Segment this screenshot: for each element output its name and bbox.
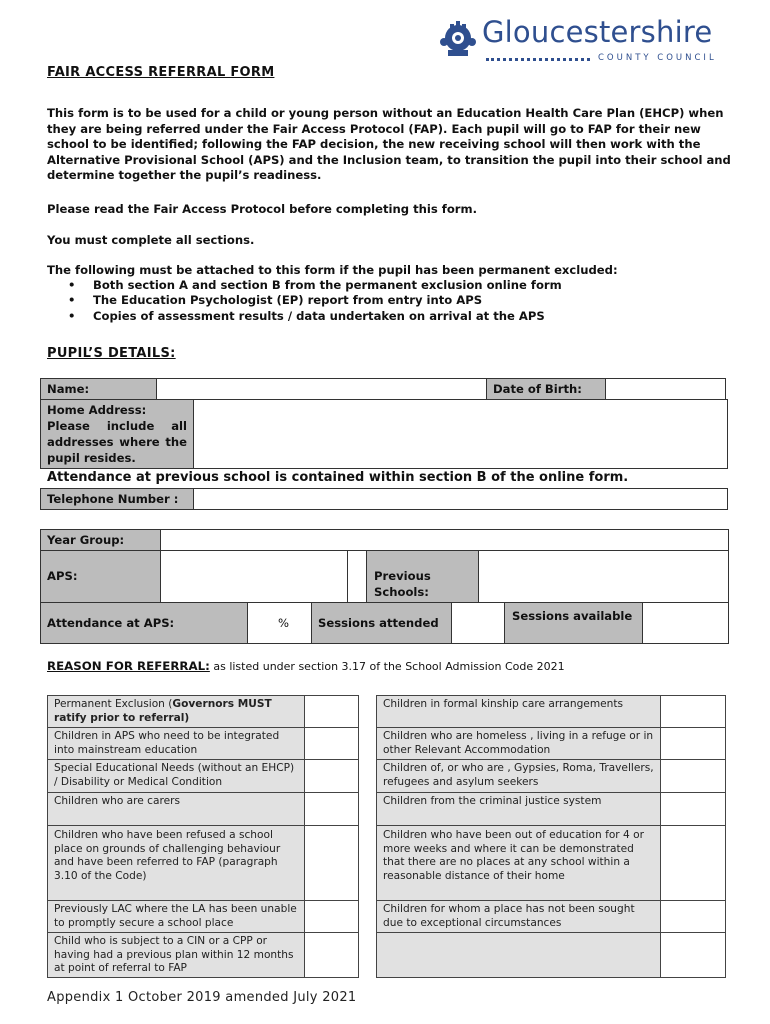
- reason-left-5: Children who have been refused a school place on grounds of challenging behaviour and have been referred to FAP (paragraph 3.10 of the Code): [47, 825, 305, 901]
- dob-label: Date of Birth:: [486, 378, 606, 400]
- logo-name: Gloucestershire: [482, 15, 713, 49]
- crest-icon: [436, 18, 480, 62]
- logo-subtitle: COUNTY COUNCIL: [598, 53, 717, 63]
- sessions-attended-input[interactable]: [451, 602, 505, 644]
- reason-left-6: Previously LAC where the LA has been unable to promptly secure a school place: [47, 900, 305, 933]
- reason-title: REASON FOR REFERRAL:: [47, 659, 210, 673]
- aps-label: APS:: [40, 550, 161, 603]
- home-address-hint: Please include all addresses where the pupil resides.: [47, 419, 187, 465]
- pupil-details-heading: PUPIL’S DETAILS:: [47, 346, 176, 361]
- reason-right-5: Children who have been out of education for 4 or more weeks and where it can be demonstrated that there are no places at any school within a reasonable distance of their home: [376, 825, 661, 901]
- attachments-list: [66, 278, 562, 324]
- reason-right-3: Children of, or who are , Gypsies, Roma, Travellers, refugees and asylum seekers: [376, 759, 661, 793]
- reason-checkbox[interactable]: [304, 900, 359, 933]
- council-logo: [436, 15, 728, 68]
- sessions-available-label: Sessions available: [504, 602, 643, 644]
- reason-checkbox[interactable]: [304, 932, 359, 978]
- reason-checkbox[interactable]: [660, 932, 726, 978]
- reason-right-6: Children for whom a place has not been sought due to exceptional circumstances: [376, 900, 661, 933]
- previous-schools-label: Previous Schools:: [366, 550, 479, 603]
- attachment-item: • Copies of assessment results / data undertaken on arrival at the APS: [66, 309, 562, 324]
- previous-schools-input[interactable]: [478, 550, 729, 603]
- reason-right-7: [376, 932, 661, 978]
- footer-text: Appendix 1 October 2019 amended July 2021: [47, 990, 357, 1005]
- aps-input[interactable]: [160, 550, 348, 603]
- reason-checkbox[interactable]: [660, 900, 726, 933]
- dob-input[interactable]: [605, 378, 726, 400]
- attendance-percent-input[interactable]: %: [247, 602, 312, 644]
- reason-left-3: Special Educational Needs (without an EHCP) / Disability or Medical Condition: [47, 759, 305, 793]
- reason-checkbox[interactable]: [660, 792, 726, 826]
- year-group-input[interactable]: [160, 529, 729, 551]
- reason-text-bold: Governors MUST ratify prior to referral): [54, 698, 272, 724]
- reason-left-2: Children in APS who need to be integrated into mainstream education: [47, 727, 305, 760]
- home-address-input[interactable]: [193, 399, 728, 469]
- name-input[interactable]: [156, 378, 487, 400]
- reason-left-7: Child who is subject to a CIN or a CPP or having had a previous plan within 12 months at point of referral to FAP: [47, 932, 305, 978]
- reason-checkbox[interactable]: [304, 695, 359, 728]
- reason-left-4: Children who are carers: [47, 792, 305, 826]
- intro-paragraph: This form is to be used for a child or young person without an Education Health Care Plan (EHCP) when they are being referred under the Fair Access Protocol (FAP). Each pupil will go to FAP for their new school to be identified; following the FAP decision, the new receiving school will then work with the Alternative Provisional School (APS) and the Inclusion team, to transition the pupil into their school and determine together the pupil’s readiness.: [47, 106, 731, 183]
- reason-left-1: [47, 695, 305, 728]
- reason-heading: [47, 659, 565, 673]
- telephone-input[interactable]: [193, 488, 728, 510]
- telephone-label: Telephone Number :: [40, 488, 194, 510]
- home-address-label: [40, 399, 194, 469]
- sessions-attended-label: Sessions attended: [311, 602, 452, 644]
- reason-checkbox[interactable]: [660, 727, 726, 760]
- reason-checkbox[interactable]: [304, 759, 359, 793]
- home-address-title: Home Address:: [47, 403, 147, 417]
- reason-checkbox[interactable]: [304, 727, 359, 760]
- reason-right-2: Children who are homeless , living in a refuge or in other Relevant Accommodation: [376, 727, 661, 760]
- name-label: Name:: [40, 378, 157, 400]
- reason-right-1: Children in formal kinship care arrangements: [376, 695, 661, 728]
- read-protocol-text: Please read the Fair Access Protocol before completing this form.: [47, 202, 478, 216]
- complete-all-text: You must complete all sections.: [47, 233, 255, 247]
- reason-checkbox[interactable]: [304, 825, 359, 901]
- reason-checkbox[interactable]: [304, 792, 359, 826]
- year-group-label: Year Group:: [40, 529, 161, 551]
- sessions-available-input[interactable]: [642, 602, 729, 644]
- reason-subtitle: as listed under section 3.17 of the School Admission Code 2021: [209, 660, 565, 673]
- attachments-intro: The following must be attached to this form if the pupil has been permanent excluded:: [47, 263, 618, 277]
- reason-checkbox[interactable]: [660, 695, 726, 728]
- attachment-item: • Both section A and section B from the permanent exclusion online form: [66, 278, 562, 293]
- attachment-item: • The Education Psychologist (EP) report from entry into APS: [66, 293, 562, 308]
- reason-checkbox[interactable]: [660, 759, 726, 793]
- attendance-note: Attendance at previous school is contained within section B of the online form.: [47, 470, 629, 485]
- attendance-aps-label: Attendance at APS:: [40, 602, 248, 644]
- aps-spacer: [347, 550, 367, 603]
- reason-text: Permanent Exclusion (: [54, 698, 173, 710]
- reason-right-4: Children from the criminal justice system: [376, 792, 661, 826]
- logo-dots: [486, 58, 590, 62]
- form-title: FAIR ACCESS REFERRAL FORM: [47, 65, 275, 80]
- reason-checkbox[interactable]: [660, 825, 726, 901]
